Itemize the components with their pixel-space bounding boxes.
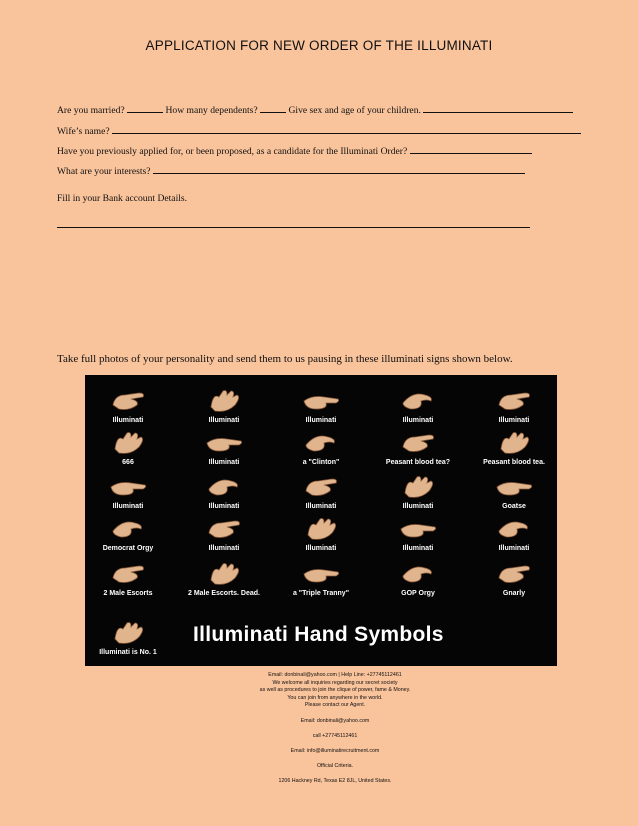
photos-instruction: Take full photos of your personality and send them to us pausing in these illuminati signs shown below. [57,353,513,365]
hand-symbols-heading: Illuminati Hand Symbols [193,623,444,646]
children-field[interactable] [423,103,573,113]
hand-symbol [278,385,364,429]
hand-symbol [181,385,267,429]
hand-symbol [181,471,267,515]
bank-details-label: Fill in your Bank account Details. [57,193,188,204]
hand-sign-icon [205,387,245,413]
hand-symbol [471,513,557,557]
hand-symbol-label: Illuminati [112,503,144,510]
hand-symbol [278,471,364,515]
hand-sign-icon [495,387,535,413]
hand-sign-icon [109,515,149,541]
hand-symbol-label: Goatse [502,503,526,510]
hand-symbol-label: 2 Male Escorts. Dead. [188,590,260,597]
hand-symbol [278,513,364,557]
hand-symbol-label: Illuminati [498,417,530,424]
hand-sign-icon [399,473,439,499]
footer-line [220,740,450,748]
footer-line [220,756,450,764]
footer-line: Email: donbinali@yahoo.com | Help Line: +27745112461 [268,672,402,678]
hand-symbol-label: Peasant blood tea? [385,459,451,466]
bank-details-field[interactable] [57,227,530,228]
hand-symbols-image [85,375,557,666]
hand-symbol-label: 666 [122,459,134,466]
footer-line [220,725,450,733]
hand-symbol-label: Illuminati [305,545,337,552]
previous-question: Have you previously applied for, or been proposed, as a candidate for the Illuminati Order? [57,146,408,157]
hand-symbol-label: Democrat Orgy [102,545,154,552]
hand-symbol [471,385,557,429]
hand-symbol-label: Illuminati [305,503,337,510]
wife-question: Wife’s name? [57,126,110,137]
hand-sign-icon [495,473,535,499]
hand-sign-icon [109,429,149,455]
hand-sign-icon [205,560,245,586]
hand-sign-icon [495,515,535,541]
hand-symbol [85,471,171,515]
hand-symbol-label: Illuminati is No. 1 [99,649,157,656]
hand-symbol [471,427,557,471]
hand-symbol-label: 2 Male Escorts [103,590,153,597]
married-question: Are you married? [57,105,125,116]
footer-line: call +27745112461 [312,732,358,739]
footer-line: as well as procedures to join the clique of power, fame & Money. [259,687,411,694]
hand-symbol [85,385,171,429]
hand-symbol [181,558,267,602]
hand-symbol [85,617,171,661]
hand-symbol-label: Illuminati [402,545,434,552]
hand-sign-icon [109,560,149,586]
footer-line: Official Criteria. [316,763,354,770]
hand-symbol [278,558,364,602]
form-line-wife [57,124,581,137]
footer-line: Please contact our Agent. [304,702,366,709]
contact-footer [220,672,450,786]
hand-symbol [471,558,557,602]
hand-sign-icon [302,560,342,586]
footer-line: Email: info@illuminatirecruitment.com [290,747,380,754]
hand-symbol-label: Peasant blood tea. [483,459,545,466]
hand-symbol [375,513,461,557]
hand-symbol-label: a "Triple Tranny" [292,590,350,597]
hand-symbol [85,427,171,471]
hand-symbol [85,558,171,602]
hand-symbol [278,427,364,471]
married-field[interactable] [127,103,163,113]
hand-sign-icon [399,560,439,586]
hand-sign-icon [109,619,149,645]
interests-question: What are your interests? [57,166,151,177]
footer-line: Email: donbinali@yahoo.com [300,717,370,724]
hand-symbol [375,427,461,471]
hand-sign-icon [399,387,439,413]
hand-symbol-label: Illuminati [498,545,530,552]
hand-sign-icon [302,387,342,413]
hand-symbol-label: Illuminati [112,417,144,424]
footer-line: We welcome all inquiries regarding our secret society [272,679,398,686]
hand-symbol-label: Illuminati [208,545,240,552]
hand-symbol [375,385,461,429]
hand-sign-icon [109,387,149,413]
hand-sign-icon [399,515,439,541]
hand-symbol [375,558,461,602]
hand-symbol-label: Illuminati [402,503,434,510]
hand-symbol [375,471,461,515]
hand-sign-icon [205,515,245,541]
hand-symbol-label: a "Clinton" [302,459,340,466]
hand-symbol [471,471,557,515]
hand-sign-icon [495,429,535,455]
wife-field[interactable] [112,124,581,134]
hand-symbol-label: Illuminati [402,417,434,424]
dependents-field[interactable] [260,103,286,113]
dependents-question: How many dependents? [165,105,258,116]
previous-field[interactable] [410,144,532,154]
hand-sign-icon [205,473,245,499]
hand-symbol [181,427,267,471]
hand-symbol-label: Gnarly [502,590,526,597]
form-line-interests [57,164,525,177]
footer-line [220,710,450,718]
hand-sign-icon [302,515,342,541]
hand-sign-icon [495,560,535,586]
form-line-previous [57,144,532,157]
hand-symbol-label: Illuminati [208,417,240,424]
footer-line: 1206 Hackney Rd, Texas E2 8JL, United States. [278,778,392,785]
hand-sign-icon [205,429,245,455]
interests-field[interactable] [153,164,525,174]
hand-sign-icon [302,429,342,455]
hand-symbol-label: Illuminati [208,459,240,466]
footer-line [220,771,450,779]
hand-sign-icon [302,473,342,499]
document-title: APPLICATION FOR NEW ORDER OF THE ILLUMINATI [145,38,493,53]
children-question: Give sex and age of your children. [288,105,421,116]
hand-symbol-label: Illuminati [208,503,240,510]
form-line-married [57,103,573,116]
hand-symbol-label: Illuminati [305,417,337,424]
footer-line: You can join from anywhere in the world. [287,694,383,701]
hand-symbol [181,513,267,557]
hand-sign-icon [399,429,439,455]
hand-sign-icon [109,473,149,499]
hand-symbol [85,513,171,557]
hand-symbol-label: GOP Orgy [401,590,435,597]
